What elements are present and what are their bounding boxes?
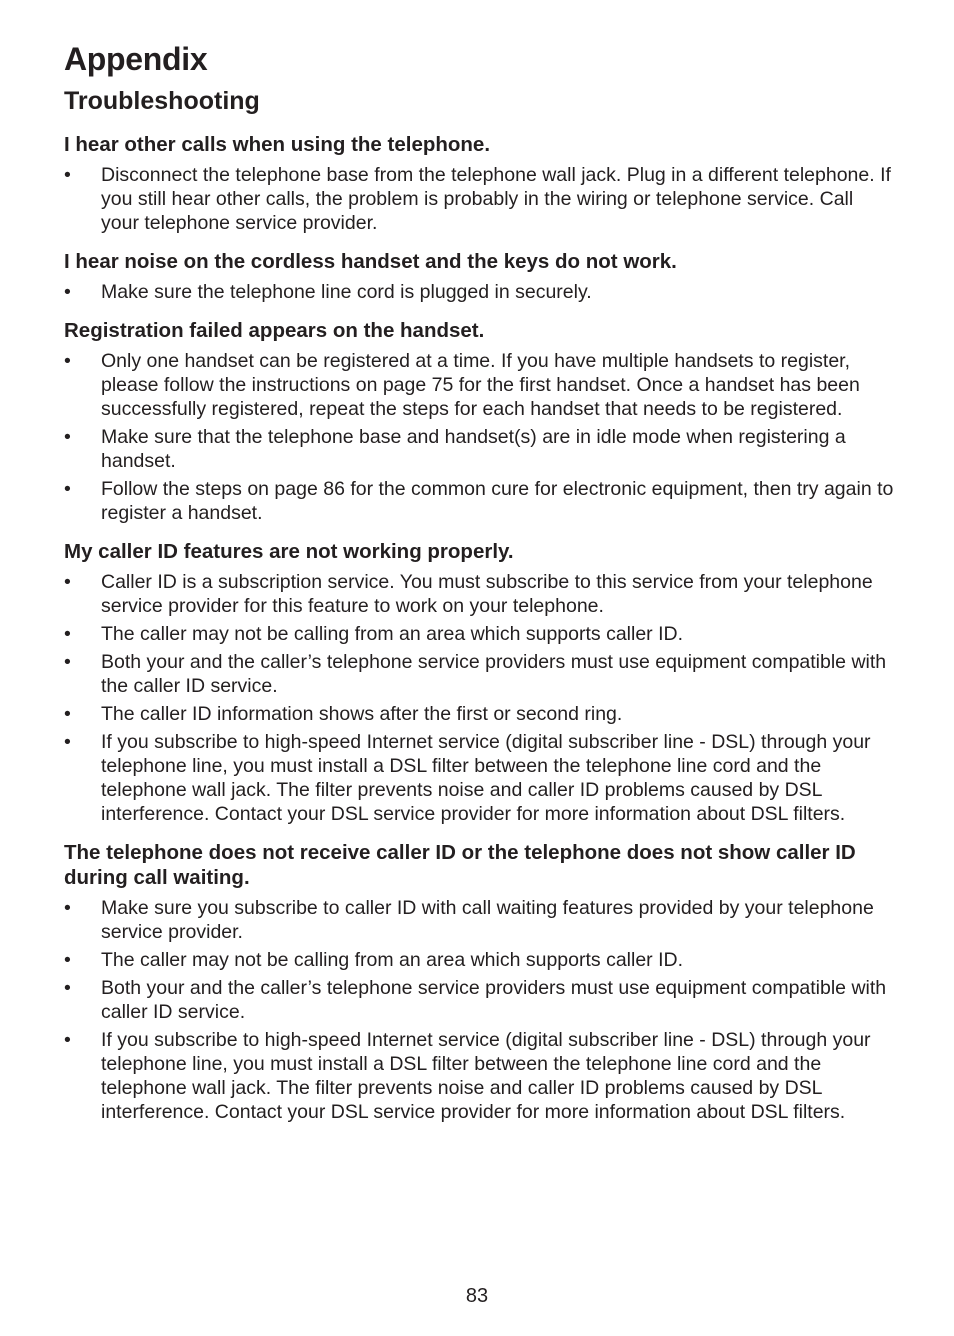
solution-list [64, 163, 894, 235]
list-item [64, 730, 894, 826]
bullet-icon: • [64, 731, 71, 753]
section-title: Troubleshooting [64, 87, 260, 115]
troubleshooting-section [64, 318, 894, 525]
list-item-text: Follow the steps on page 86 for the common cure for electronic equipment, then try again to register a handset. [101, 478, 894, 524]
list-item [64, 425, 894, 473]
solution-list [64, 280, 894, 304]
list-item [64, 349, 894, 421]
document-page [64, 40, 894, 1128]
list-item [64, 650, 894, 698]
list-item-text: The caller may not be calling from an area which supports caller ID. [101, 949, 684, 971]
list-item [64, 622, 894, 646]
list-item-text: The caller may not be calling from an area which supports caller ID. [101, 623, 684, 645]
list-item [64, 280, 894, 304]
problem-heading: My caller ID features are not working properly. [64, 540, 514, 563]
list-item-text: Disconnect the telephone base from the telephone wall jack. Plug in a different telephone. If you still hear other calls, the problem is probably in the wiring or telephone service. Call your telephone service provider. [101, 164, 891, 234]
bullet-icon: • [64, 703, 71, 725]
bullet-icon: • [64, 977, 71, 999]
list-item [64, 163, 894, 235]
page-number: 83 [465, 1285, 489, 1307]
solution-list [64, 570, 894, 826]
list-item-text: Make sure you subscribe to caller ID with call waiting features provided by your telephone service provider. [101, 897, 874, 943]
troubleshooting-section [64, 840, 894, 1124]
bullet-icon: • [64, 281, 71, 303]
problem-heading: The telephone does not receive caller ID or the telephone does not show caller ID during call waiting. [64, 841, 856, 889]
page-heading: Appendix [64, 41, 208, 77]
bullet-icon: • [64, 164, 71, 186]
list-item [64, 570, 894, 618]
troubleshooting-sections [64, 132, 894, 1124]
list-item [64, 702, 894, 726]
list-item-text: If you subscribe to high-speed Internet service (digital subscriber line - DSL) through your telephone line, you must install a DSL filter between the telephone line cord and the telephone wall jack. The filter prevents noise and caller ID problems caused by DSL interference. Contact your DSL service provider for more information about DSL filters. [101, 1029, 871, 1123]
solution-list [64, 896, 894, 1124]
list-item-text: Caller ID is a subscription service. You must subscribe to this service from your telephone service provider for this feature to work on your telephone. [101, 571, 873, 617]
bullet-icon: • [64, 1029, 71, 1051]
list-item-text: Make sure the telephone line cord is plugged in securely. [101, 281, 592, 303]
bullet-icon: • [64, 478, 71, 500]
solution-list [64, 349, 894, 525]
bullet-icon: • [64, 571, 71, 593]
bullet-icon: • [64, 949, 71, 971]
list-item [64, 896, 894, 944]
problem-heading: I hear noise on the cordless handset and the keys do not work. [64, 250, 677, 273]
bullet-icon: • [64, 426, 71, 448]
list-item [64, 948, 894, 972]
list-item-text: If you subscribe to high-speed Internet service (digital subscriber line - DSL) through your telephone line, you must install a DSL filter between the telephone line cord and the telephone wall jack. The filter prevents noise and caller ID problems caused by DSL interference. Contact your DSL service provider for more information about DSL filters. [101, 731, 871, 825]
bullet-icon: • [64, 623, 71, 645]
list-item-text: The caller ID information shows after the first or second ring. [101, 703, 623, 725]
list-item [64, 976, 894, 1024]
list-item-text: Make sure that the telephone base and handset(s) are in idle mode when registering a handset. [101, 426, 846, 472]
bullet-icon: • [64, 651, 71, 673]
list-item [64, 477, 894, 525]
problem-heading: Registration failed appears on the handset. [64, 319, 485, 342]
list-item-text: Only one handset can be registered at a time. If you have multiple handsets to register, please follow the instructions on page 75 for the first handset. Once a handset has been successfully registered, repeat the steps for each handset that needs to be registered. [101, 350, 860, 420]
bullet-icon: • [64, 350, 71, 372]
problem-heading: I hear other calls when using the telephone. [64, 133, 491, 156]
bullet-icon: • [64, 897, 71, 919]
list-item-text: Both your and the caller’s telephone service providers must use equipment compatible with the caller ID service. [101, 651, 887, 697]
troubleshooting-section [64, 539, 894, 826]
troubleshooting-section [64, 132, 894, 235]
troubleshooting-section [64, 249, 894, 304]
list-item [64, 1028, 894, 1124]
list-item-text: Both your and the caller’s telephone service providers must use equipment compatible with caller ID service. [101, 977, 887, 1023]
